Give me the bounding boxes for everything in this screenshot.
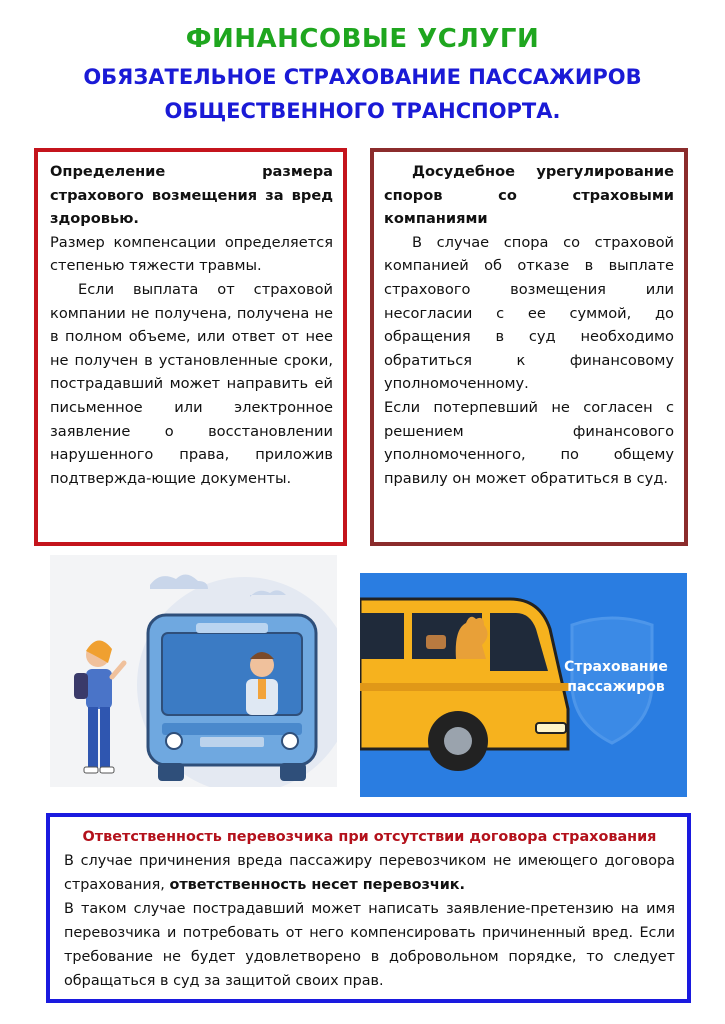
page-title: ФИНАНСОВЫЕ УСЛУГИ [185,24,540,54]
compensation-heading: Определение размера страхового возмещения за вред здоровью. [50,163,333,228]
carrier-liability-emphasis: ответственность несет перевозчик. [169,877,466,893]
dispute-info-box [370,148,688,546]
bus-stop-illustration [50,555,337,787]
page-subtitle [0,60,725,128]
carrier-liability-paragraph-1 [64,849,675,897]
dispute-paragraph-1: В случае спора со страховой компанией об отказе в выплате страхового возмещения или несогласии с ее суммой, до обращения в суд необходимо обратиться к финансовому уполномоченному. [384,233,674,393]
carrier-liability-text: В случае причинения вреда пассажиру перевозчиком не имеющего договора страхования, [64,853,675,893]
dispute-heading: Досудебное урегулирование споров со страховыми компаниями [384,163,674,228]
compensation-paragraph-1: Размер компенсации определяется степенью тяжести травмы. [50,233,333,275]
carrier-liability-paragraph-2: В таком случае пострадавший может написать заявление-претензию на имя перевозчика и потребовать от него компенсировать причиненный вред. Если требование не будет удовлетворено в добровольном порядке, то следует обращаться в суд за защитой своих прав. [64,901,675,989]
insurance-caption-line-1: Страхование [564,659,668,675]
carrier-liability-heading: Ответственность перевозчика при отсутствии договора страхования [82,829,657,845]
subtitle-line-1: ОБЯЗАТЕЛЬНОЕ СТРАХОВАНИЕ ПАССАЖИРОВ [83,65,642,89]
subtitle-line-2: ОБЩЕСТВЕННОГО ТРАНСПОРТА. [164,99,561,123]
compensation-paragraph-2: Если выплата от страховой компании не получена, получена не в полном объеме, или ответ от нее не получен в установленные сроки, пострадавший может направить ей письменное или электронное заявление о восстановлении нарушенного права, приложив подтвержда-ющие документы. [50,280,333,487]
passenger-insurance-illustration [360,573,687,797]
dispute-paragraph-2: Если потерпевший не согласен с решением финансового уполномоченного, по общему правилу он может обратиться в суд. [384,398,674,487]
carrier-liability-box [46,813,691,1003]
compensation-info-box [34,148,347,546]
insurance-caption-line-2: пассажиров [567,679,665,695]
